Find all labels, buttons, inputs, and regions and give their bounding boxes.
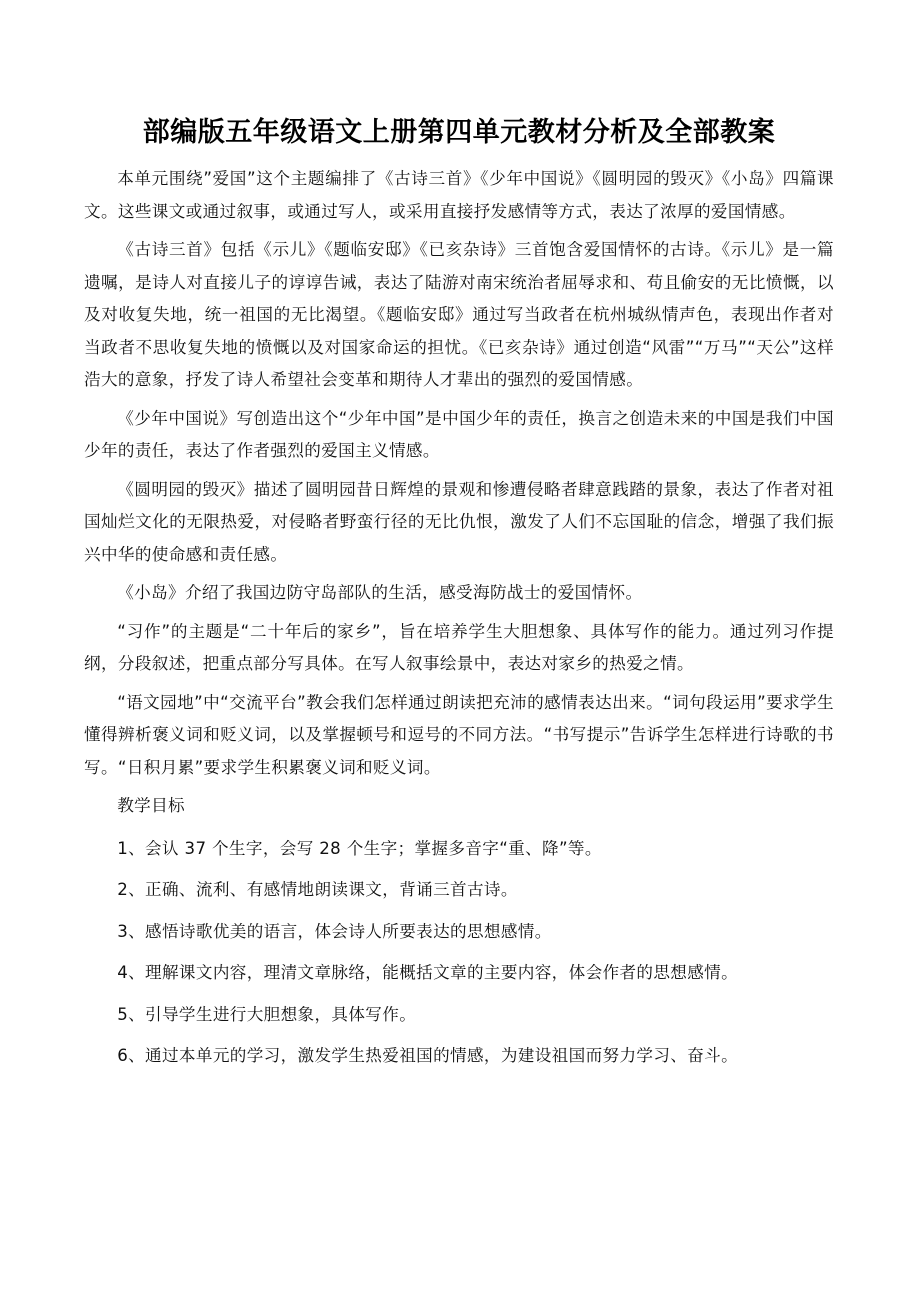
teaching-goal-item: 3、感悟诗歌优美的语言，体会诗人所要表达的思想感情。	[117, 921, 552, 941]
paragraph-ancient-poems: 《古诗三首》包括《示儿》《题临安邸》《已亥杂诗》三首饱含爱国情怀的古诗。《示儿》是一篇遗嘱，是诗人对直接儿子的谆谆告诫，表达了陆游对南宋统治者屈辱求和、苟且偷安的无比愤慨，以及对收复失地，统一祖国的无比渴望。《题临安邸》通过写当政者在杭州城纵情声色，表现出作者对当政者不思收复失地的愤慨以及对国家命运的担忧。《已亥杂诗》通过创造“风雷”“万马”“天公”这样浩大的意象，抒发了诗人希望社会变革和期待人才辈出的强烈的爱国情感。	[84, 240, 834, 389]
teaching-goal-item: 6、通过本单元的学习，激发学生热爱祖国的情感，为建设祖国而努力学习、奋斗。	[117, 1046, 739, 1065]
teaching-goal-item: 1、会认 37 个生字，会写 28 个生字；掌握多音字“重、降”等。	[117, 838, 602, 858]
paragraph-yuanmingyuan: 《圆明园的毁灭》描述了圆明园昔日辉煌的景观和惨遭侵略者肆意践踏的景象，表达了作者对祖国灿烂文化的无限热爱，对侵略者野蛮行径的无比仇恨，激发了人们不忘国耻的信念，增强了我们振兴中华的使命感和责任感。	[84, 479, 834, 564]
paragraph-writing: “习作”的主题是“二十年后的家乡”，旨在培养学生大胆想象、具体写作的能力。通过列习作提纲，分段叙述，把重点部分写具体。在写人叙事绘景中，表达对家乡的热爱之情。	[84, 621, 834, 673]
paragraph-small-island: 《小岛》介绍了我国边防守岛部队的生活，感受海防战士的爱国情怀。	[117, 583, 643, 602]
teaching-goals-heading: 教学目标	[117, 796, 185, 815]
paragraph-unit-overview: 本单元围绕”爱国”这个主题编排了《古诗三首》《少年中国说》《圆明园的毁灭》《小岛》四篇课文。这些课文或通过叙事，或通过写人，或采用直接抒发感情等方式，表达了浓厚的爱国情感。	[84, 169, 834, 221]
paragraph-young-china: 《少年中国说》写创造出这个“少年中国”是中国少年的责任，换言之创造未来的中国是我们中国少年的责任，表达了作者强烈的爱国主义情感。	[84, 408, 834, 460]
teaching-goal-item: 2、正确、流利、有感情地朗读课文，背诵三首古诗。	[117, 880, 518, 899]
paragraph-language-garden: “语文园地”中“交流平台”教会我们怎样通过朗读把充沛的感情表达出来。“词句段运用”要求学生懂得辨析褒义词和贬义词，以及掌握顿号和逗号的不同方法。“书写提示”告诉学生怎样进行诗歌的书写。“日积月累”要求学生积累褒义词和贬义词。	[84, 692, 834, 777]
document-title: 部编版五年级语文上册第四单元教材分析及全部教案	[142, 117, 776, 148]
teaching-goal-item: 5、引导学生进行大胆想象，具体写作。	[117, 1004, 417, 1024]
teaching-goal-item: 4、理解课文内容，理清文章脉络，能概括文章的主要内容，体会作者的思想感情。	[117, 963, 739, 982]
